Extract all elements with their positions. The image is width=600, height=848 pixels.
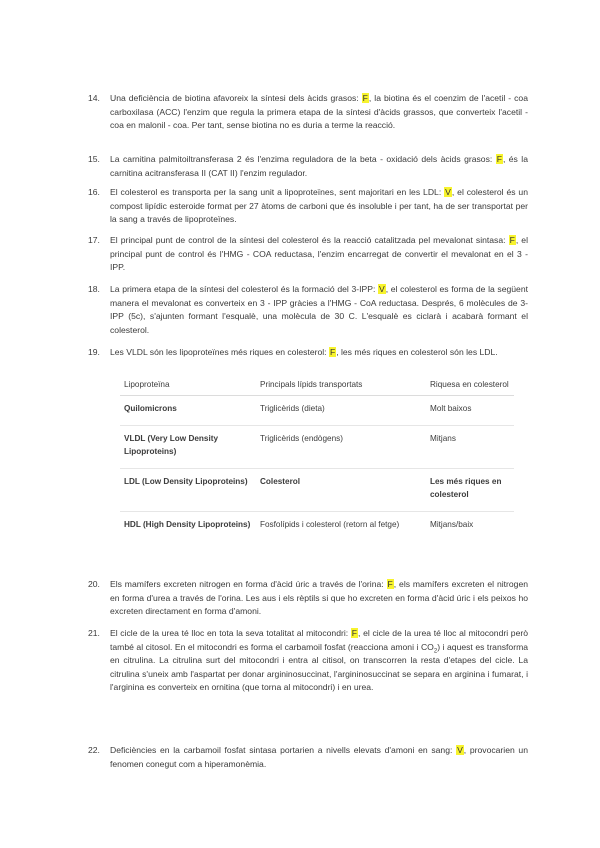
table-cell: Quilomicrons	[120, 396, 256, 426]
question-number: 14.	[88, 93, 100, 103]
table-row	[120, 426, 514, 469]
statement: Deficiències en la carbamoil fosfat sintasa portarien a nivells elevats d'amoni en sang:	[110, 745, 457, 755]
answer-highlight: V	[457, 745, 463, 755]
explanation: , els mamífers excreten el nitrogen en forma d'urea a través de l'orina. Les aus i els rèptils si que ho excreten en forma d'àcid úric i els peixos ho excreten directament en forma d'amoni.	[110, 579, 529, 617]
table-header-cell: Lipoproteïna	[120, 374, 256, 396]
answer-highlight: F	[351, 628, 358, 638]
answer-highlight: V	[379, 284, 385, 294]
statement: El cicle de la urea té lloc en tota la seva totalitat al mitocondri:	[110, 628, 351, 638]
explanation-part-a: , el cicle de la urea té lloc al mitocondri però també al citosol. En el mitocondri es forma el carbamoil fosfat (reacciona amoni i CO	[110, 628, 528, 652]
explanation: , la biotina és el coenzim de l'acetil - coa carboxilasa (ACC) l'enzim que regula la primera etapa de la síntesi d'àcids grassos, que converteix l'acetil - coa en malonil - coa. Per tant, sense biotina no es duria a terme la reacció.	[110, 93, 528, 131]
table-row	[120, 512, 514, 542]
question-19	[88, 346, 528, 360]
answer-highlight: F	[509, 235, 515, 245]
explanation: , és la carnitina acitransferasa II (CAT II) l'enzim regulador.	[110, 154, 528, 178]
table-cell: HDL (High Density Lipoproteins)	[124, 520, 251, 529]
table-row	[120, 396, 514, 426]
explanation: , el colesterol és un compost lipídic esteroide format per 27 àtoms de carboni que és insoluble i per tant, ha de ser transportat per la sang a través de lipoproteïnes.	[110, 187, 528, 225]
question-number: 17.	[88, 235, 100, 245]
table-cell: Les més riques en colesterol	[426, 469, 514, 512]
table-cell: LDL (Low Density Lipoproteins)	[120, 469, 256, 512]
question-14	[88, 92, 528, 133]
statement: Els mamífers excreten nitrogen en forma d'àcid úric a través de l'orina:	[110, 579, 387, 589]
question-number: 18.	[88, 284, 100, 294]
question-number: 19.	[88, 347, 100, 357]
question-15	[88, 153, 528, 180]
explanation: , el colesterol es forma de la següent manera el mevalonat es converteix en 3 - IPP gràcies a l'HMG - CoA reductasa. Després, 6 molècules de 3- IPP (5c), s'ajunten formant l'esqualè, una molècula de 30 C. L'esqualè es ciclarà i acabarà formant el colesterol.	[110, 284, 528, 335]
statement: El colesterol es transporta per la sang unit a lipoproteïnes, sent majoritari en les LDL:	[110, 187, 445, 197]
table-cell: Triglicèrids (endògens)	[256, 426, 426, 469]
statement: Les VLDL són les lipoproteïnes més riques en colesterol:	[110, 347, 329, 357]
statement: La carnitina palmitoiltransferasa 2 és l'enzima reguladora de la beta - oxidació dels àcids grasos:	[110, 154, 496, 164]
table-cell: VLDL (Very Low Density Lipoproteins)	[120, 426, 256, 469]
question-number: 15.	[88, 154, 100, 164]
answer-highlight: F	[496, 154, 502, 164]
question-number: 20.	[88, 579, 100, 589]
answer-highlight: V	[445, 187, 451, 197]
question-18	[88, 283, 528, 337]
table-header-cell: Principals lípids transportats	[256, 374, 426, 396]
lipoprotein-table	[120, 374, 514, 541]
answer-highlight: F	[362, 93, 368, 103]
statement: La primera etapa de la síntesi del colesterol és la formació del 3-IPP:	[110, 284, 378, 294]
table-cell: Mitjans	[426, 426, 514, 469]
question-16	[88, 186, 528, 227]
explanation: , el principal punt de control és l'HMG - COA reductasa, l'enzim encarregat de convertir el mevalonat en el 3 - IPP.	[110, 235, 528, 273]
question-number: 22.	[88, 745, 100, 755]
table-cell: Molt baixos	[426, 396, 514, 426]
question-number: 16.	[88, 187, 100, 197]
explanation: , provocarien un fenomen conegut com a hiperamonèmia.	[110, 745, 528, 769]
question-22	[88, 744, 528, 771]
explanation-part-b: ) i aquest es transforma en citrulina. La citrulina surt del mitocondri i entra al citisol, on transcorren la resta d'etapes del cicle. La citrulina s'uneix amb l'aspartat per donar argininosuccinat, l'argininosuccinat se separa en arginina i fumarat, i l'arginina es converteix en ornitina (que torna al mitocondri) i en urea.	[110, 641, 529, 693]
question-17	[88, 234, 528, 275]
answer-highlight: F	[329, 347, 336, 357]
statement: Una deficiència de biotina afavoreix la síntesi dels àcids grasos:	[110, 93, 362, 103]
table-cell: Fosfolípids i colesterol (retorn al fetge)	[260, 520, 400, 529]
table-header-row	[120, 374, 514, 396]
answer-highlight: F	[387, 579, 393, 589]
subscript: 2	[433, 648, 438, 655]
question-20	[88, 578, 529, 619]
statement: El principal punt de control de la síntesi del colesterol és la reacció catalitzada pel mevalonat sintasa:	[110, 235, 509, 245]
table-cell: Colesterol	[256, 469, 426, 512]
table-row	[120, 469, 514, 512]
explanation: , les més riques en colesterol són les LDL.	[336, 347, 498, 357]
table-cell: Triglicèrids (dieta)	[256, 396, 426, 426]
table-header-cell: Riquesa en colesterol	[426, 374, 514, 396]
question-21	[88, 627, 529, 695]
question-number: 21.	[88, 628, 100, 638]
table-cell: Mitjans/baix	[430, 520, 474, 529]
